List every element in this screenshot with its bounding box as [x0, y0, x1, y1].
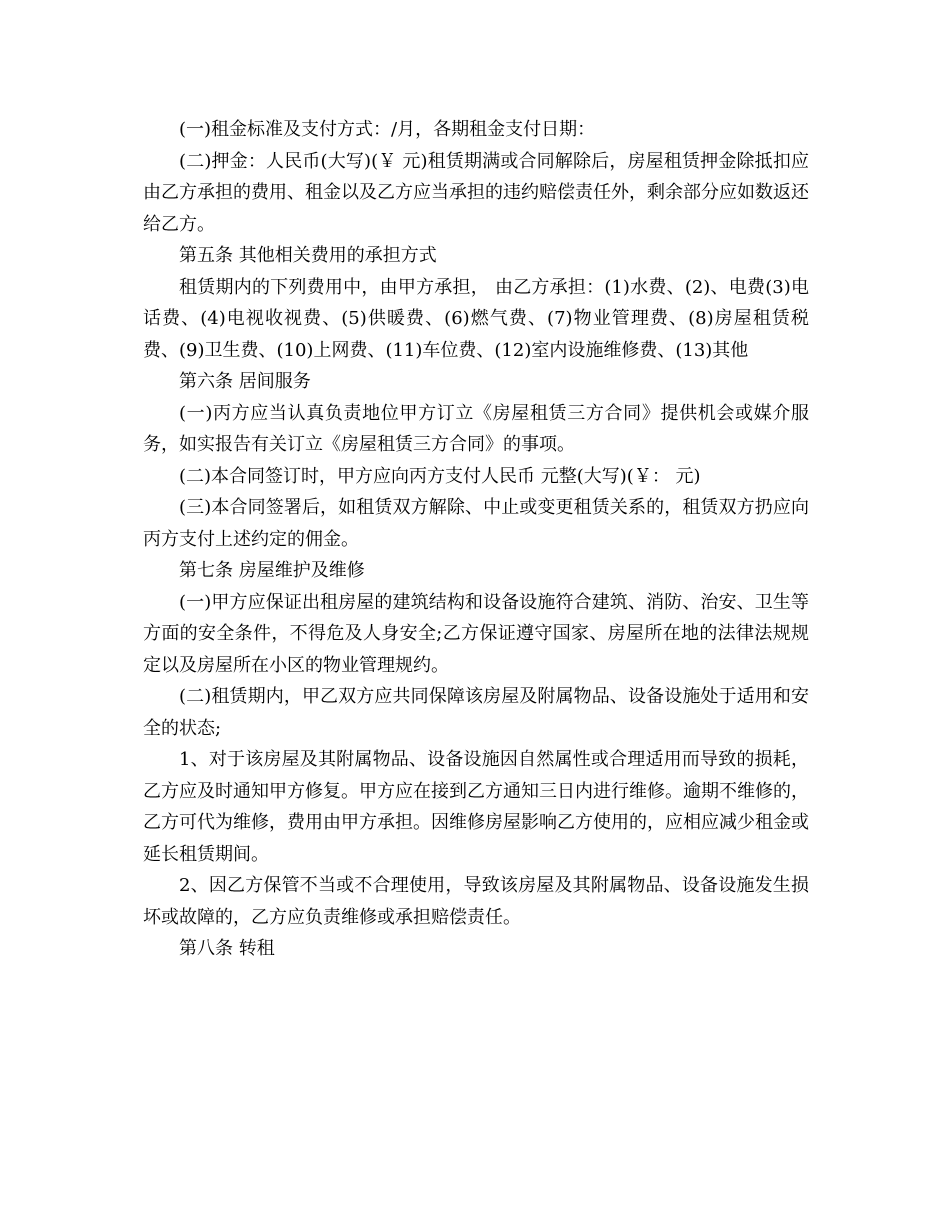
paragraph-deposit: (二)押金：人民币(大写)(￥ 元)租赁期满或合同解除后，房屋租赁押金除抵扣应由乙方承担的费用、租金以及乙方应当承担的违约赔偿责任外，剩余部分应如数返还给乙方。 — [143, 150, 809, 235]
paragraph-brokerage-3: (三)本合同签署后，如租赁双方解除、中止或变更租赁关系的，租赁双方扔应向丙方支付上述约定的佣金。 — [143, 497, 809, 550]
paragraph-brokerage-1: (一)丙方应当认真负责地位甲方订立《房屋租赁三方合同》提供机会或媒介服务，如实报告有关订立《房屋租赁三方合同》的事项。 — [143, 402, 809, 455]
heading-article-5: 第五条 其他相关费用的承担方式 — [179, 245, 437, 266]
paragraph-maintenance-item-2: 2、因乙方保管不当或不合理使用，导致该房屋及其附属物品、设备设施发生损坏或故障的，乙方应负责维修或承担赔偿责任。 — [143, 875, 809, 928]
heading-article-7: 第七条 房屋维护及维修 — [179, 560, 365, 581]
paragraph-fees: 租赁期内的下列费用中，由甲方承担， 由乙方承担：(1)水费、(2)、电费(3)电话费、(4)电视收视费、(5)供暖费、(6)燃气费、(7)物业管理费、(8)房屋租赁税费、(9)卫生费、(10)上网费、(11)车位费、(12)室内设施维修费、(13)其他 — [143, 276, 809, 361]
heading-article-6: 第六条 居间服务 — [179, 371, 311, 392]
paragraph-maintenance-2: (二)租赁期内，甲乙双方应共同保障该房屋及附属物品、设备设施处于适用和安全的状态; — [143, 686, 809, 739]
paragraph-maintenance-item-1: 1、对于该房屋及其附属物品、设备设施因自然属性或合理适用而导致的损耗，乙方应及时通知甲方修复。甲方应在接到乙方通知三日内进行维修。逾期不维修的，乙方可代为维修，费用由甲方承担。因维修房屋影响乙方使用的，应相应减少租金或延长租赁期间。 — [143, 749, 809, 865]
paragraph-maintenance-1: (一)甲方应保证出租房屋的建筑结构和设备设施符合建筑、消防、治安、卫生等方面的安全条件，不得危及人身安全;乙方保证遵守国家、房屋所在地的法律法规规定以及房屋所在小区的物业管理规约。 — [143, 591, 809, 676]
paragraph-brokerage-2: (二)本合同签订时，甲方应向丙方支付人民币 元整(大写)(￥： 元) — [179, 465, 701, 487]
document-body — [143, 114, 809, 965]
paragraph-rent-standard: (一)租金标准及支付方式：/月，各期租金支付日期： — [179, 119, 596, 140]
heading-article-8: 第八条 转租 — [179, 938, 275, 959]
